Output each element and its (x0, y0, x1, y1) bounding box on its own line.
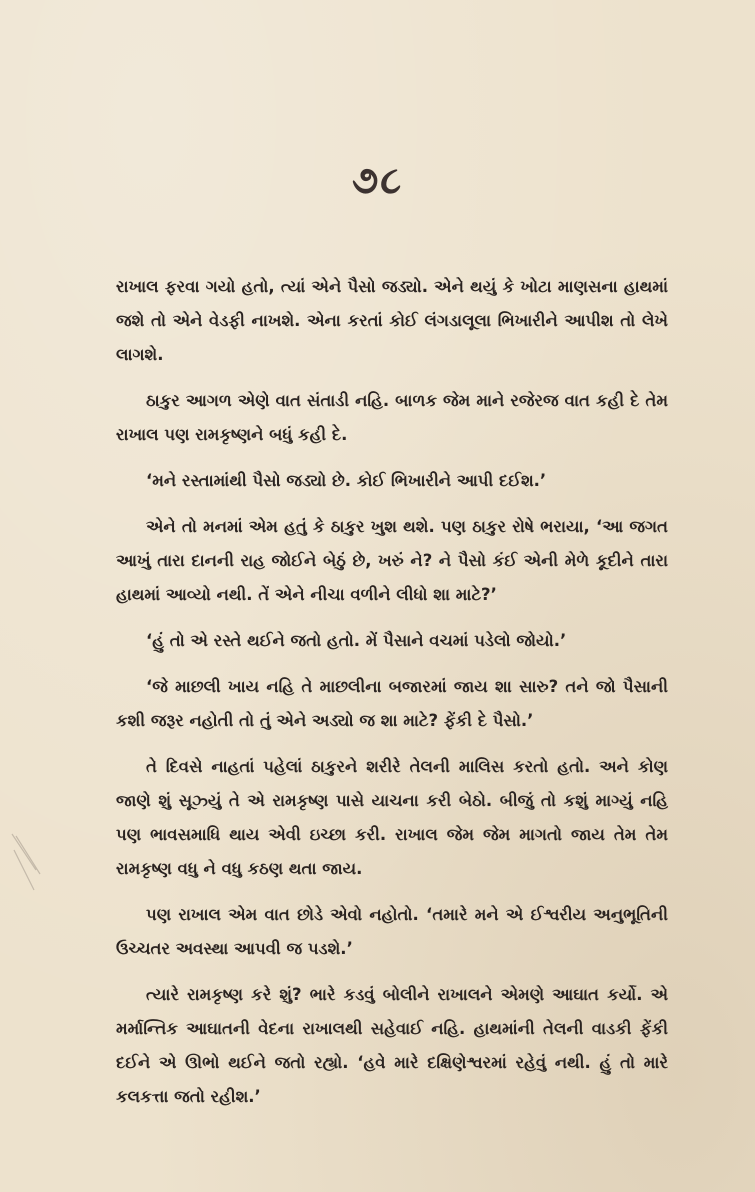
paragraph: ‘જે માછલી ખાય નહિ તે માછલીના બજારમાં જાય શા સારુ? તને જો પૈસાની કશી જરૂર નહોતી તો તું એને અડ્યો જ શા માટે? ફેંકી દે પૈસો.’ (116, 677, 668, 730)
chapter-body (116, 270, 668, 1126)
paragraph: પણ રાખાલ એમ વાત છોડે એવો નહોતો. ‘તમારે મને એ ઈશ્વરીય અનુભૂતિની ઉચ્ચતર અવસ્થા આપવી જ પડશે.’ (116, 905, 668, 958)
paragraph: ‘હું તો એ રસ્તે થઈને જતો હતો. મેં પૈસાને વચમાં પડેલો જોયો.’ (146, 631, 567, 650)
paragraph: રાખાલ ફરવા ગયો હતો, ત્યાં એને પૈસો જડ્યો. એને થયું કે ખોટા માણસના હાથમાં જશે તો એને વેડફી નાખશે. એના કરતાં કોઈ લંગડાલૂલા ભિખારીને આપીશ તો લેખે લાગશે. (116, 277, 668, 364)
paragraph: ઠાકુર આગળ એણે વાત સંતાડી નહિ. બાળક જેમ માને રજેરજ વાત કહી દે તેમ રાખાલ પણ રામકૃષ્ણને બધું કહી દે. (116, 391, 668, 444)
paragraph: તે દિવસે નાહતાં પહેલાં ઠાકુરને શરીરે તેલની માલિસ કરતો હતો. અને કોણ જાણે શું સૂઝ્યું તે એ રામકૃષ્ણ પાસે યાચના કરી બેઠો. બીજું તો કશું માગ્યું નહિ પણ ભાવસમાધિ થાય એવી ઇચ્છા કરી. રાખાલ જેમ જેમ માગતો જાય તેમ તેમ રામકૃષ્ણ વધુ ને વધુ કઠણ થતા જાય. (116, 757, 668, 878)
chapter-number: ૭૮ (351, 158, 404, 202)
paragraph: ત્યારે રામકૃષ્ણ કરે શું? ભારે કડવું બોલીને રાખાલને એમણે આઘાત કર્યો. એ મર્માન્તિક આઘાતની વેદના રાખાલથી સહેવાઈ નહિ. હાથમાંની તેલની વાડકી ફેંકી દઈને એ ઊભો થઈને જતો રહ્યો. ‘હવે મારે દક્ષિણેશ્વરમાં રહેવું નથી. હું તો મારે કલકત્તા જતો રહીશ.’ (116, 985, 668, 1106)
paragraph: ‘મને રસ્તામાંથી પૈસો જડ્યો છે. કોઈ ભિખારીને આપી દઈશ.’ (146, 471, 547, 490)
paragraph: એને તો મનમાં એમ હતું કે ઠાકુર ખુશ થશે. પણ ઠાકુર રોષે ભરાયા, ‘આ જગત આખું તારા દાનની રાહ જોઈને બેઠું છે, ખરું ને? ને પૈસો કંઈ એની મેળે કૂદીને તારા હાથમાં આવ્યો નથી. તેં એને નીચા વળીને લીધો શા માટે?’ (116, 517, 668, 604)
pencil-mark-icon (6, 830, 46, 900)
